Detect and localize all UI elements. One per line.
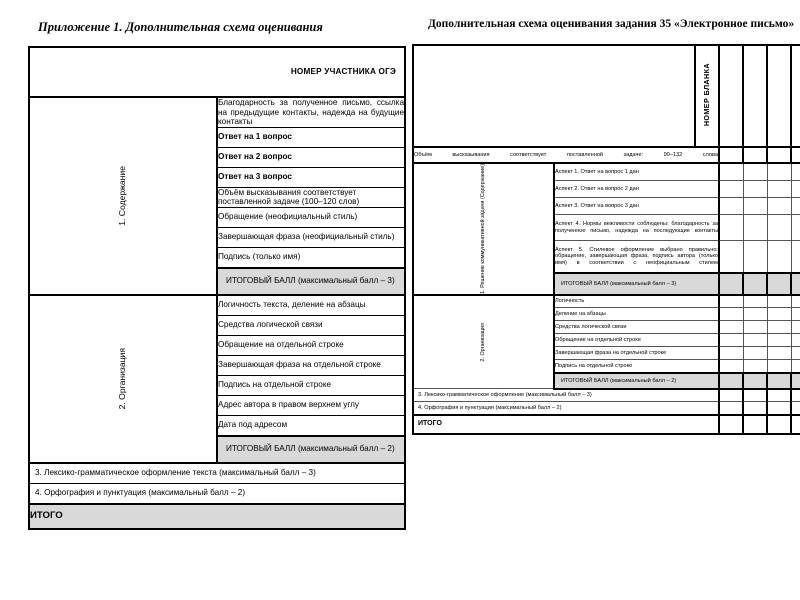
criterion-row-text: Ответ на 3 вопрос [217,167,405,187]
right-header-row [413,45,800,147]
right-section-4-label: 4. Орфография и пунктуация (максимальный балл – 2) [413,402,719,415]
score-cell[interactable] [743,163,767,180]
score-cell[interactable] [719,373,743,389]
table-row [413,402,800,415]
score-cell[interactable] [767,163,791,180]
score-cell[interactable] [791,180,800,197]
score-cell[interactable] [743,334,767,347]
score-cell[interactable] [719,163,743,180]
aspect-row-text: Аспект 3. Ответ на вопрос 3 дан [554,198,719,215]
right-section-1-label: 1. Решение коммуникативной задачи (Содержание) [480,164,487,294]
score-cell[interactable] [791,295,800,308]
score-cell[interactable] [719,334,743,347]
criterion-row-text: Обращение на отдельной строке [554,334,719,347]
section-2-label: 2. Организация [117,347,128,410]
score-cell[interactable] [743,373,767,389]
right-section-2-label-cell [413,295,554,389]
score-cell[interactable] [719,389,743,402]
aspect-row-text: Аспект 5. Стилевое оформление выбрано правильно: обращение, завершающая фраза, подпись автора (только имя) в соответствии с неофициальным стилем [554,240,719,273]
score-cell[interactable] [767,334,791,347]
score-cell[interactable] [767,321,791,334]
score-cell[interactable] [719,273,743,294]
score-cell[interactable] [767,295,791,308]
score-cell[interactable] [719,347,743,360]
criterion-row-text: Обращение на отдельной строке [217,335,405,355]
score-column-header [743,45,767,147]
score-cell[interactable] [767,360,791,373]
section-2-total-label: ИТОГОВЫЙ БАЛЛ (максимальный балл – 2) [217,436,405,463]
score-cell[interactable] [791,163,800,180]
score-cell[interactable] [719,415,743,434]
aspect-row-text: Аспект 1. Ответ на вопрос 1 дан [554,163,719,180]
score-cell[interactable] [719,240,743,273]
score-cell[interactable] [791,334,800,347]
volume-row-label: Объём высказывания соответствует поставленной задаче: 90–132 слова [413,147,719,163]
table-row [29,97,405,127]
right-grand-total-row [413,415,800,434]
criterion-row-text: Логичность [554,295,719,308]
score-cell[interactable] [743,308,767,321]
table-row [413,163,800,180]
score-cell[interactable] [719,198,743,215]
score-cell[interactable] [743,240,767,273]
score-cell[interactable] [767,180,791,197]
score-cell[interactable] [767,389,791,402]
section-2-label-cell [29,295,217,463]
left-header-row [29,47,405,97]
score-cell[interactable] [791,198,800,215]
criterion-row-text: Ответ на 1 вопрос [217,127,405,147]
score-cell[interactable] [743,347,767,360]
score-cell[interactable] [767,240,791,273]
score-cell[interactable] [767,347,791,360]
score-cell[interactable] [791,415,800,434]
score-cell[interactable] [791,321,800,334]
score-cell[interactable] [743,321,767,334]
right-section-1-label-cell [413,163,554,295]
right-section-3-label: 3. Лексико-грамматическое оформление (максимальный балл – 3) [413,389,719,402]
score-cell[interactable] [743,198,767,215]
score-cell[interactable] [743,180,767,197]
score-cell[interactable] [791,273,800,294]
table-row [29,463,405,484]
table-row [413,295,800,308]
score-cell[interactable] [719,215,743,240]
criterion-row-text: Завершающая фраза на отдельной строке [554,347,719,360]
score-cell[interactable] [767,373,791,389]
right-grand-total-label: ИТОГО [413,415,719,434]
aspect-row-text: Аспект 2. Ответ на вопрос 2 дан [554,180,719,197]
score-cell[interactable] [791,147,800,163]
criterion-row-text: Завершающая фраза на отдельной строке [217,355,405,375]
volume-row [413,147,800,163]
criterion-row-text: Логичность текста, деление на абзацы [217,295,405,316]
grand-total-label: ИТОГО [29,504,405,529]
criterion-row-text: Подпись на отдельной строке [554,360,719,373]
right-section-1-total-label: ИТОГОВЫЙ БАЛЛ (максимальный балл – 3) [554,273,719,294]
right-scheme-panel [410,0,800,600]
right-document-title: Дополнительная схема оценивания задания 35 «Электронное письмо» [428,18,795,30]
grand-total-row [29,504,405,529]
score-cell[interactable] [743,295,767,308]
section-1-total-label: ИТОГОВЫЙ БАЛЛ (максимальный балл – 3) [217,268,405,295]
score-cell[interactable] [791,360,800,373]
score-cell[interactable] [743,402,767,415]
right-grading-table [412,44,800,435]
score-cell[interactable] [791,240,800,273]
criterion-row-text: Подпись на отдельной строке [217,375,405,395]
score-cell[interactable] [767,215,791,240]
score-cell[interactable] [743,215,767,240]
score-cell[interactable] [719,295,743,308]
right-section-2-total-label: ИТОГОВЫЙ БАЛЛ (максимальный балл – 2) [554,373,719,389]
score-cell[interactable] [719,147,743,163]
criterion-row-text: Благодарность за полученное письмо, ссылка на предыдущие контакты, надежда на будущие контакты [218,98,404,126]
score-cell[interactable] [767,147,791,163]
criterion-row-text: Деление на абзацы [554,308,719,321]
score-cell[interactable] [791,373,800,389]
left-grading-table [28,46,406,530]
criterion-row-text: Объём высказывания соответствует поставленной задаче (100–120 слов) [217,187,405,207]
score-cell[interactable] [719,180,743,197]
aspect-row-text: Аспект 4. Нормы вежливости соблюдены: благодарность за полученное письмо, надежда на последующие контакты [554,215,719,240]
score-cell[interactable] [791,347,800,360]
score-column-header [791,45,800,147]
score-cell[interactable] [743,360,767,373]
score-cell[interactable] [743,415,767,434]
participant-number-header: НОМЕР УЧАСТНИКА ОГЭ [29,47,405,97]
score-cell[interactable] [743,273,767,294]
left-document-title: Приложение 1. Дополнительная схема оценивания [38,20,323,34]
score-cell[interactable] [791,215,800,240]
section-4-label: 4. Орфография и пунктуация (максимальный балл – 2) [29,483,405,504]
criterion-row-text: Адрес автора в правом верхнем углу [217,395,405,415]
score-cell[interactable] [791,308,800,321]
criterion-row-text: Средства логической связи [554,321,719,334]
score-cell[interactable] [767,273,791,294]
criterion-row-text: Обращение (неофициальный стиль) [217,207,405,227]
criterion-row-text: Ответ на 2 вопрос [217,147,405,167]
criterion-row-text: Подпись (только имя) [217,247,405,268]
section-3-label: 3. Лексико-грамматическое оформление текста (максимальный балл – 3) [29,463,405,484]
right-section-2-label: 2. Организация [480,322,487,362]
score-cell[interactable] [719,308,743,321]
table-row [29,295,405,316]
blank-number-header: НОМЕР БЛАНКА [695,45,719,147]
table-row [29,483,405,504]
score-cell[interactable] [767,415,791,434]
criterion-row-text: Средства логической связи [217,315,405,335]
table-row [413,389,800,402]
score-cell[interactable] [719,321,743,334]
score-column-header [719,45,743,147]
score-column-header [767,45,791,147]
score-cell[interactable] [791,389,800,402]
score-cell[interactable] [767,198,791,215]
score-cell[interactable] [719,360,743,373]
score-cell[interactable] [791,402,800,415]
section-1-label: 1. Содержание [117,165,128,226]
criterion-row-text: Дата под адресом [217,415,405,436]
right-header-spacer [413,45,695,147]
score-cell[interactable] [743,389,767,402]
score-cell[interactable] [767,308,791,321]
criterion-row-text: Завершающая фраза (неофициальный стиль) [217,227,405,247]
score-cell[interactable] [767,402,791,415]
score-cell[interactable] [719,402,743,415]
score-cell[interactable] [743,147,767,163]
section-1-label-cell [29,97,217,295]
